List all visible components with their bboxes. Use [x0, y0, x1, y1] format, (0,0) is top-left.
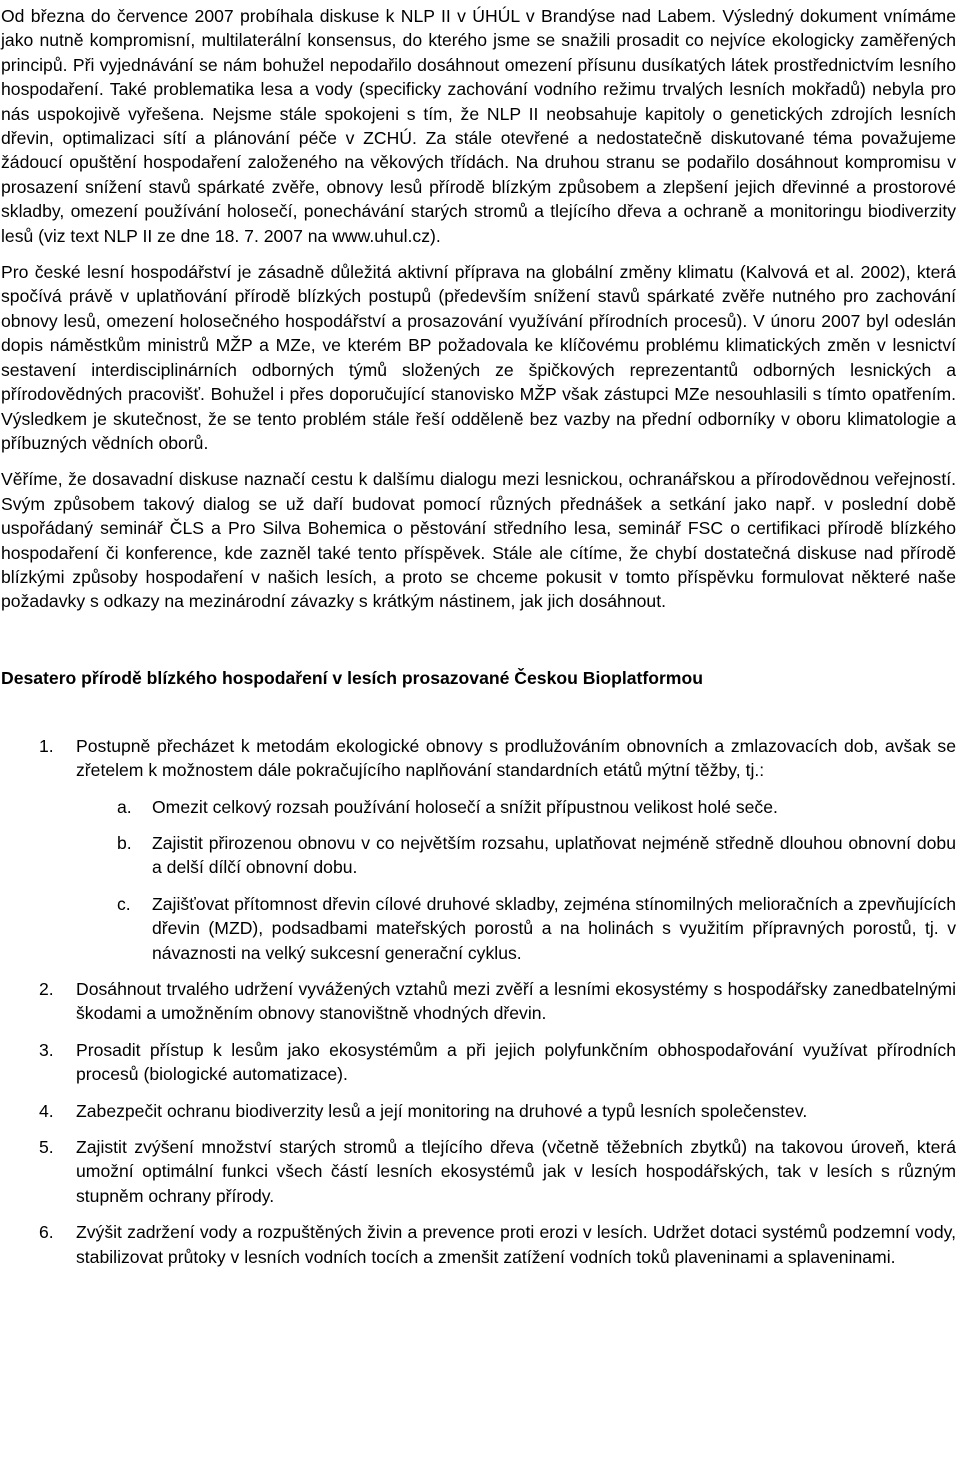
sub-list-item [76, 892, 956, 965]
list-item-text: Zvýšit zadržení vody a rozpuštěných živin a prevence proti erozi v lesích. Udržet dotaci systémů podzemní vody, stabilizovat průtoky v lesních vodních tocích a zmenšit zatížení vodních toků plaveninami a splaveninami. [76, 1222, 956, 1267]
list-item-number: 4. [39, 1100, 54, 1121]
list-item-text: Zajistit zvýšení množství starých stromů a tlejícího dřeva (včetně těžebních zbytků) na takovou úroveň, která umožní optimální funkci všech částí lesních ekosystémů jak v lesích hospodářských, tak v lesích s různým stupněm ochrany přírody. [76, 1137, 956, 1206]
list-item-body [76, 1038, 956, 1087]
list-item [1, 734, 956, 965]
list-item-body [76, 734, 956, 965]
sub-list [76, 795, 956, 965]
list-item [1, 1135, 956, 1208]
list-item-body [76, 1220, 956, 1269]
list-item-body [76, 1099, 956, 1123]
list-item [1, 1099, 956, 1123]
list-item [1, 1220, 956, 1269]
list-item-number: 3. [39, 1039, 54, 1060]
dialogue-paragraph: Věříme, že dosavadní diskuse naznačí cestu k dalšímu dialogu mezi lesnickou, ochranářskou a přírodovědnou veřejností. Svým způsobem takový dialog se už daří budovat pomocí různých přednášek a setkání jako např. v poslední době uspořádaný seminář ČLS a Pro Silva Bohemica o pěstování středního lesa, seminář FSC o certifikaci přírodě blízkého hospodaření či konference, kde zazněl také tento příspěvek. Stále ale cítíme, že chybí dostatečná diskuse nad přírodě blízkými způsoby hospodaření v našich lesích, a proto se chceme pokusit v tomto příspěvku formulovat některé naše požadavky s odkazy na mezinárodní závazky s krátkým nástinem, jak jich dosáhnout. [1, 469, 956, 612]
list-item-text: Zabezpečit ochranu biodiverzity lesů a její monitoring na druhové a typů lesních společenstev. [76, 1100, 808, 1121]
intro-paragraph-nlp: Od března do července 2007 probíhala diskuse k NLP II v ÚHÚL v Brandýse nad Labem. Výsledný dokument vnímáme jako nutně kompromisní, multilaterální konsensus, do kterého jsme se snažili prosadit co nejvíce ekologicky zaměřených principů. Při vyjednávání se nám bohužel nepodařilo dosáhnout omezení přísunu dusíkatých látek prostřednictvím lesního hospodaření. Také problematika lesa a vody (specificky zachování vodního režimu trvalých lesních mokřadů) nebyla pro nás uspokojivě vyřešena. Nejsme stále spokojeni s tím, že NLP II neobsahuje kapitoly o genetických zdrojích lesních dřevin, optimalizaci sítí a plánování péče v ZCHÚ. Za stále otevřené a nedostatečně diskutované téma považujeme žádoucí opuštění hospodaření založeného na věkových třídách. Na druhou stranu se podařilo dosáhnout kompromisu v prosazení snížení stavů spárkaté zvěře, obnovy lesů přírodě blízkým způsobem a zlepšení jejich dřevinné a prostorové skladby, omezení používání holosečí, ponechávání starých stromů a tlejícího dřeva a ochraně a monitoringu biodiverzity lesů (viz text NLP II ze dne 18. 7. 2007 na www.uhul.cz). [1, 6, 956, 246]
section-heading: Desatero přírodě blízkého hospodaření v lesích prosazované Českou Bioplatformou [1, 667, 703, 688]
sub-item-text: Zajišťovat přítomnost dřevin cílové druhové skladby, zejména stínomilných melioračních a zpevňujících dřevin (MZD), podsadbami mateřských porostů a na holinách s využitím přípravných porostů, tj. v návaznosti na velký sukcesní generační cyklus. [152, 893, 956, 963]
list-item-number: 2. [39, 979, 54, 999]
list-item-number: 5. [39, 1137, 54, 1158]
list-item-body [76, 977, 956, 1026]
sub-list-item [76, 795, 956, 819]
climate-paragraph: Pro české lesní hospodářství je zásadně důležitá aktivní příprava na globální změny klimatu (Kalvová et al. 2002), která spočívá právě v uplatňování přírodě blízkých postupů (především snížení stavů spárkaté zvěře nutného pro zachování obnovy lesů, omezení holosečného hospodářství a prosazování využívání přírodních procesů). V únoru 2007 byl odeslán dopis náměstkům ministrů MŽP a MZe, ve kterém BP požadovala ke klíčovému problému klimatických změn v lesnictví sestavení interdisciplinárních odborných týmů složených ze špičkových reprezentantů odborných lesnických a přírodovědných pracovišť. Bohužel i přes doporučující stanovisko MŽP však zástupci MZe nesouhlasili s tímto opatřením. Výsledkem je skutečnost, že se tento problém stále řeší odděleně bez vazby na přední odborníky v oboru klimatologie a příbuzných vědních oborů. [1, 262, 956, 453]
list-item-number: 1. [39, 735, 54, 756]
sub-item-text: Zajistit přirozenou obnovu v co největším rozsahu, uplatňovat nejméně středně dlouhou obnovní dobu a delší dílčí obnovní dobu. [152, 832, 956, 878]
list-item-body [76, 1135, 956, 1208]
sub-item-letter: c. [117, 893, 131, 914]
list-item-number: 6. [39, 1222, 54, 1243]
list-item-text: Postupně přecházet k metodám ekologické obnovy s prodlužováním obnovních a zmlazovacích dob, avšak se zřetelem k možnostem dále pokračujícího naplňování standardních etátů mýtní těžby, tj.: [76, 735, 956, 781]
list-item [1, 977, 956, 1026]
list-item-text: Dosáhnout trvalého udržení vyvážených vztahů mezi zvěří a lesními ekosystémy s hospodářsky zanedbatelnými škodami a umožněním obnovy stanovištně vhodných dřevin. [76, 979, 956, 1024]
sub-item-text: Omezit celkový rozsah používání holosečí a snížit přípustnou velikost holé seče. [152, 796, 778, 817]
sub-item-letter: a. [117, 796, 132, 817]
sub-list-item [76, 831, 956, 880]
sub-item-letter: b. [117, 832, 132, 853]
list-item-text: Prosadit přístup k lesům jako ekosystémům a při jejich polyfunkčním obhospodařování využívat přírodních procesů (biologické automatizace). [76, 1039, 956, 1085]
list-item [1, 1038, 956, 1087]
principles-list [1, 734, 956, 1269]
